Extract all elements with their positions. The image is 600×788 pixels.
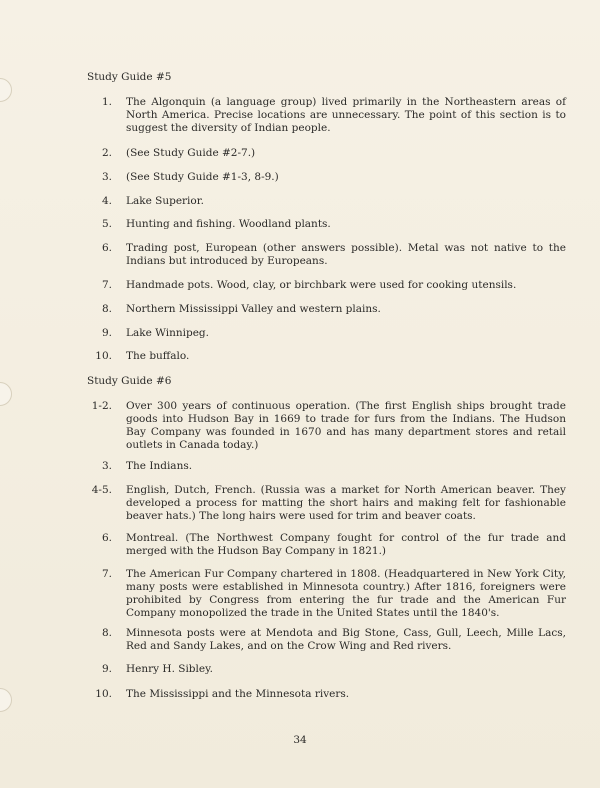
page-number: 34	[293, 734, 307, 746]
answer-text: (See Study Guide #1-3, 8-9.)	[126, 171, 279, 183]
punch-hole	[0, 78, 12, 102]
answer-number: 2.	[101, 147, 112, 159]
answer-text: (See Study Guide #2-7.)	[126, 147, 256, 159]
answer-text: The Mississippi and the Minnesota rivers.	[126, 688, 350, 700]
answer-number: 8.	[101, 627, 112, 639]
answer-text: Hunting and fishing. Woodland plants.	[126, 218, 331, 230]
answer-text: Montreal. (The Northwest Company fought for control of the fur trade and merged with the Hudson Bay Company in 1821.)	[126, 532, 566, 557]
answer-number: 9.	[101, 327, 112, 339]
answer-text: Over 300 years of continuous operation. (The first English ships brought trade goods into Hudson Bay in 1669 to trade for furs from the Indians. The Hudson Bay Company was founded in 1670 and has many department stores and retail outlets in Canada today.)	[126, 400, 566, 451]
punch-hole	[0, 688, 12, 712]
answer-number: 4.	[101, 195, 112, 207]
answer-number: 5.	[101, 218, 112, 230]
answer-number: 10.	[95, 350, 112, 362]
answer-number: 7.	[101, 568, 112, 580]
answer-number: 1-2.	[91, 400, 112, 412]
answer-number: 10.	[95, 688, 112, 700]
answer-number: 8.	[101, 303, 112, 315]
section-heading: Study Guide #6	[87, 375, 172, 387]
punch-hole	[0, 382, 12, 406]
answer-text: The buffalo.	[126, 350, 190, 362]
answer-text: Trading post, European (other answers possible). Metal was not native to the Indians but introduced by Europeans.	[126, 242, 566, 267]
answer-text: Lake Winnipeg.	[126, 327, 209, 339]
answer-text: Lake Superior.	[126, 195, 204, 207]
answer-text: Henry H. Sibley.	[126, 663, 213, 675]
answer-number: 6.	[101, 242, 112, 254]
answer-number: 9.	[101, 663, 112, 675]
answer-text: Handmade pots. Wood, clay, or birchbark were used for cooking utensils.	[126, 279, 517, 291]
answer-text: The Algonquin (a language group) lived primarily in the Northeastern areas of North America. Precise locations are unnecessary. The point of this section is to suggest the diversity of Indian people.	[126, 96, 566, 134]
answer-number: 6.	[101, 532, 112, 544]
answer-text: English, Dutch, French. (Russia was a market for North American beaver. They developed a process for matting the short hairs and making felt for fashionable beaver hats.) The long hairs were used for trim and beaver coats.	[126, 484, 566, 522]
answer-text: The American Fur Company chartered in 1808. (Headquartered in New York City, many posts were established in Minnesota country.) After 1816, foreigners were prohibited by Congress from entering the fur trade and the American Fur Company monopolized the trade in the United States until the 1840's.	[126, 568, 566, 619]
answer-text: Northern Mississippi Valley and western plains.	[126, 303, 381, 315]
answer-number: 1.	[101, 96, 112, 108]
answer-number: 3.	[101, 171, 112, 183]
answer-number: 3.	[101, 460, 112, 472]
answer-text: Minnesota posts were at Mendota and Big Stone, Cass, Gull, Leech, Mille Lacs, Red and Sandy Lakes, and on the Crow Wing and Red rivers.	[126, 627, 566, 652]
answer-text: The Indians.	[126, 460, 193, 472]
answer-number: 7.	[101, 279, 112, 291]
answer-number: 4-5.	[91, 484, 112, 496]
section-heading: Study Guide #5	[87, 71, 172, 83]
